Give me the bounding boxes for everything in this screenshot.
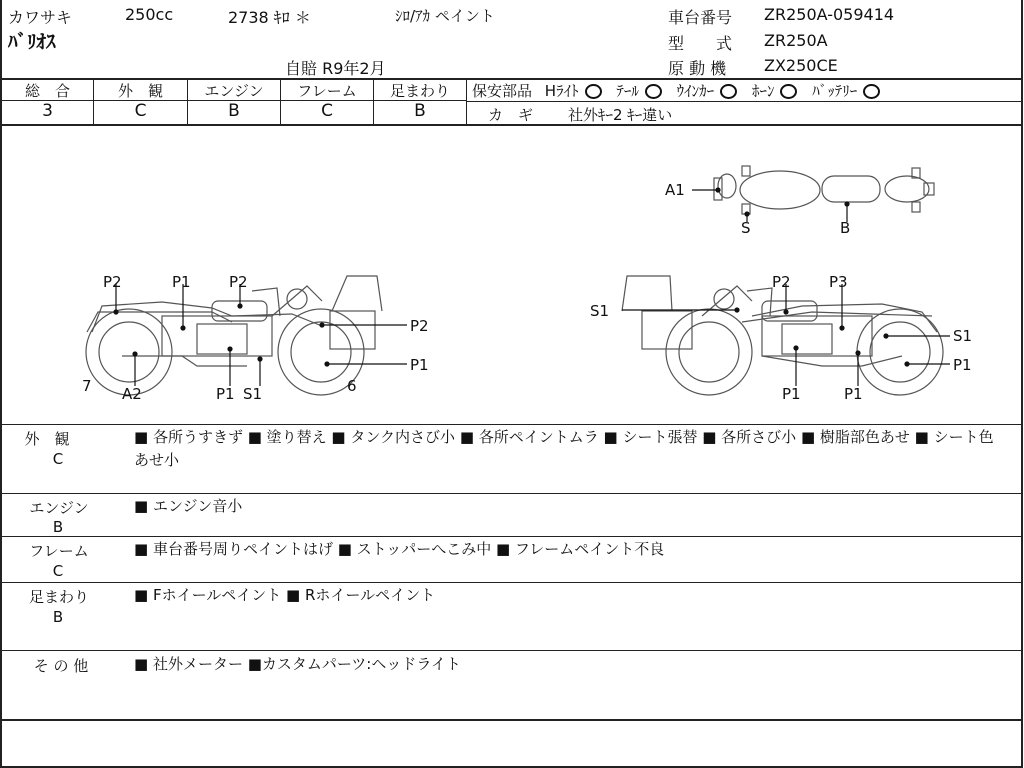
safety-tail: ﾃｰﾙ bbox=[616, 82, 639, 100]
section-grade: B bbox=[52, 608, 64, 626]
label-left-s1: S1 bbox=[243, 385, 263, 403]
label-left-p1-b: P1 bbox=[410, 356, 429, 374]
mileage: 2738 ｷﾛ ＊ bbox=[228, 8, 311, 27]
model-name: ﾊﾞﾘｵｽ bbox=[8, 31, 56, 53]
frame-no-label: 車台番号 bbox=[668, 8, 733, 27]
label-left-6: 6 bbox=[347, 377, 357, 395]
section-title: フレーム bbox=[29, 542, 89, 560]
safety-battery: ﾊﾞｯﾃﾘｰ bbox=[812, 82, 858, 100]
section-text: ■ エンジン音小 bbox=[134, 497, 243, 515]
grade-value-engine: B bbox=[228, 101, 240, 121]
grade-value-exterior: C bbox=[134, 101, 147, 121]
section-title: エンジン bbox=[29, 499, 89, 517]
motorcycle-top-view-icon bbox=[714, 166, 934, 214]
grade-label-engine: エンジン bbox=[204, 82, 264, 100]
displacement: 250cc bbox=[125, 5, 174, 24]
section-text: ■ 社外メーター ■カスタムパーツ:ヘッドライト bbox=[134, 655, 461, 673]
maker: カワサキ bbox=[8, 8, 73, 27]
label-right-p1-b: P1 bbox=[782, 385, 801, 403]
key-value: 社外ｷｰ2 ｷｰ違い bbox=[568, 106, 673, 124]
section-title: そ の 他 bbox=[33, 657, 89, 675]
label-left-p2-b: P2 bbox=[229, 273, 248, 291]
label-left-7: 7 bbox=[82, 377, 92, 395]
label-left-p2-a: P2 bbox=[103, 273, 122, 291]
label-left-a2: A2 bbox=[122, 385, 142, 403]
section-text: ■ 各所うすきず ■ 塗り替え ■ タンク内さび小 ■ 各所ペイントムラ ■ シート張替 ■ 各所さび小 ■ 樹脂部色あせ ■ シート色あせ小 bbox=[134, 428, 994, 469]
label-right-s1-b: S1 bbox=[953, 327, 973, 345]
motorcycle-left-side-icon bbox=[86, 276, 382, 395]
model-label: 型 式 bbox=[668, 34, 733, 53]
ok-circle-icon bbox=[720, 84, 737, 99]
section-grade: B bbox=[52, 518, 64, 536]
model-code: ZR250A bbox=[764, 31, 828, 50]
grade-label-suspension: 足まわり bbox=[389, 82, 450, 100]
damage-diagram bbox=[2, 126, 1022, 426]
section-grade: C bbox=[52, 450, 64, 468]
section-grade: C bbox=[52, 562, 64, 580]
label-right-s1-a: S1 bbox=[590, 302, 610, 320]
safety-horn: ﾎｰﾝ bbox=[751, 82, 775, 100]
section-text: ■ 車台番号周りペイントはげ ■ ストッパーへこみ中 ■ フレームペイント不良 bbox=[134, 540, 665, 558]
label-left-p2-c: P2 bbox=[410, 317, 429, 335]
label-s-top: S bbox=[741, 219, 751, 237]
label-left-p1-a: P1 bbox=[172, 273, 191, 291]
safety-winker: ｳｲﾝｶｰ bbox=[676, 82, 715, 100]
grade-label-exterior: 外 観 bbox=[117, 82, 163, 100]
section-title: 足まわり bbox=[28, 588, 89, 606]
section-title: 外 観 bbox=[24, 430, 70, 448]
engine-label: 原 動 機 bbox=[668, 59, 727, 78]
label-right-p3: P3 bbox=[829, 273, 848, 291]
frame-no: ZR250A-059414 bbox=[764, 5, 895, 24]
label-left-p1-c: P1 bbox=[216, 385, 235, 403]
label-right-p1-c: P1 bbox=[844, 385, 863, 403]
grade-value-frame: C bbox=[321, 101, 333, 121]
ok-circle-icon bbox=[780, 84, 797, 99]
insurance: 自賠 R9年2月 bbox=[285, 59, 386, 78]
grade-label-total: 総 合 bbox=[24, 82, 70, 100]
label-a1-top: A1 bbox=[665, 181, 685, 199]
ok-circle-icon bbox=[585, 84, 602, 99]
safety-label: 保安部品 bbox=[472, 82, 533, 100]
key-label: カ ギ bbox=[488, 106, 534, 124]
grade-value-suspension: B bbox=[414, 101, 426, 121]
label-right-p2: P2 bbox=[772, 273, 791, 291]
label-right-p1-a: P1 bbox=[953, 356, 972, 374]
label-b-top: B bbox=[840, 219, 851, 237]
grade-label-frame: フレーム bbox=[297, 82, 357, 100]
grade-value-total: 3 bbox=[42, 101, 53, 121]
safety-headlight: Hﾗｲﾄ bbox=[544, 82, 579, 100]
engine-code: ZX250CE bbox=[764, 56, 838, 75]
color: ｼﾛ/ｱｶ ペイント bbox=[395, 7, 495, 25]
ok-circle-icon bbox=[645, 84, 662, 99]
ok-circle-icon bbox=[863, 84, 880, 99]
section-text: ■ Fホイールペイント ■ Rホイールペイント bbox=[134, 586, 436, 604]
safety-parts bbox=[472, 80, 890, 101]
